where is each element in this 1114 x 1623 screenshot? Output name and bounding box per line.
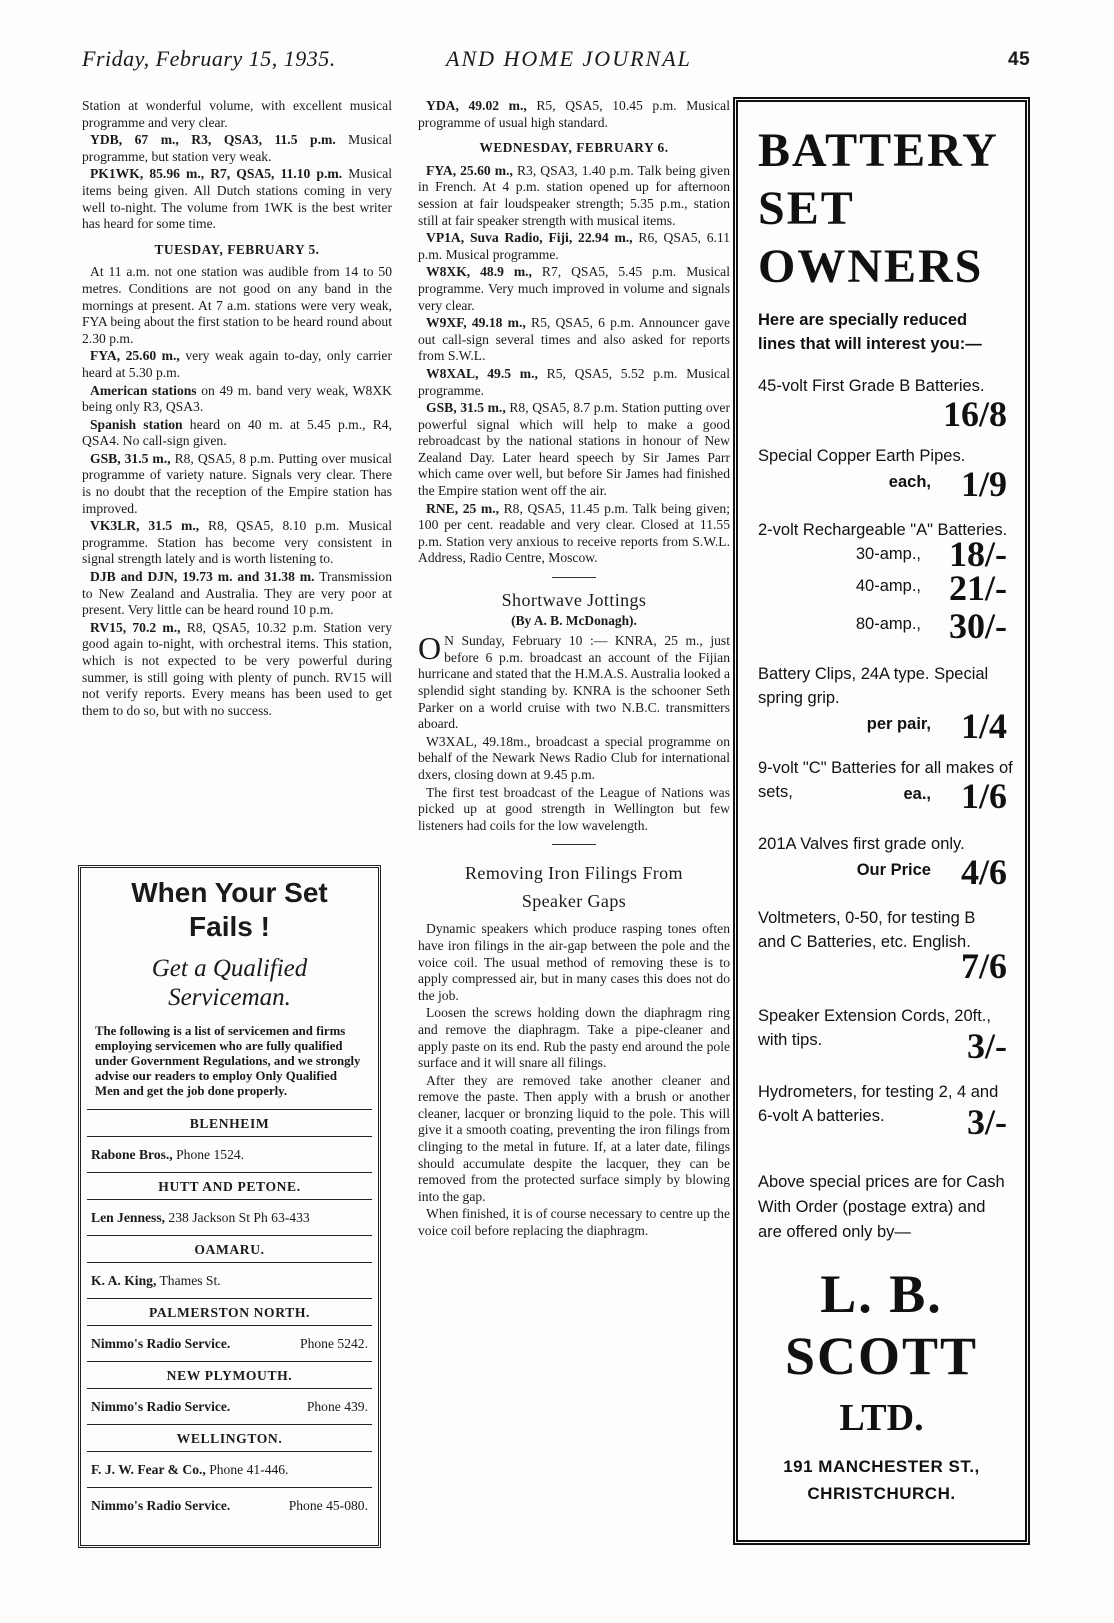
paragraph: RV15, 70.2 m., R8, QSA5, 10.32 p.m. Station very good again to-night, with orchestral items. This station, which is not expected to be very powerful during summer, is still going with plenty of punch. RV15 will not verify reports. Every means has been used to get them to do so, but with no success. xyxy=(82,619,393,718)
town-heading: WELLINGTON. xyxy=(87,1424,372,1452)
item-price: 18/- xyxy=(949,534,1007,574)
company-suffix: LTD. xyxy=(839,1397,924,1439)
battery-advert xyxy=(733,97,1030,1545)
paragraph: VP1A, Suva Radio, Fiji, 22.94 m., R6, QSA5, 6.11 p.m. Musical programme. xyxy=(418,230,730,262)
item-price: 4/6 xyxy=(960,852,1007,892)
town-heading: NEW PLYMOUTH. xyxy=(87,1361,372,1389)
paragraph: Loosen the screws holding down the diaphragm ring and remove the diaphragm. Take a pipe-cleaner and apply paste on its end. Rub the pasty end around the pole surface and it will snare all filings. xyxy=(418,1005,730,1071)
firm-listing: Nimmo's Radio Service. Phone 45-080. xyxy=(87,1487,372,1523)
paragraph: W8XK, 48.9 m., R7, QSA5, 5.45 p.m. Musical programme. Very much improved in volume and signals very clear. xyxy=(418,264,730,313)
item-price: 30/- xyxy=(949,606,1007,646)
paragraph: The first test broadcast of the League of Nations was picked up at good strength in Wellington but few listeners had coils for the low wavelength. xyxy=(418,784,730,833)
paragraph: PK1WK, 85.96 m., R7, QSA5, 11.10 p.m. Musical items being given. All Dutch stations coming in very well to-night. The volume from 1WK is the best writer has heard for some time. xyxy=(82,166,393,232)
paragraph: O N Sunday, February 10 :— KNRA, 25 m., just before 6 p.m. broadcast an account of the Fijian hurricane and stated that the H.M.A.S. Australia looked a splendid sight standing by. KNRA is the schooner Seth Parker on a world cruise with two N.B.C. transmitters aboard. xyxy=(418,630,730,732)
page-header xyxy=(0,46,1114,82)
firm-listing: Nimmo's Radio Service. Phone 439. xyxy=(91,1399,368,1414)
item-price: 21/- xyxy=(949,568,1007,608)
firm-listing: F. J. W. Fear & Co., Phone 41-446. xyxy=(91,1462,289,1477)
header-date: Friday, February 15, 1935. xyxy=(82,46,336,71)
firm-listing: Len Jenness, 238 Jackson St Ph 63-433 xyxy=(91,1210,310,1225)
paragraph: At 11 a.m. not one station was audible from 14 to 50 metres. Conditions are not good on any band in the mornings at present. At 7 a.m. stations were very weak, FYA being about the first station to be heard round about 2.30 p.m. xyxy=(82,264,392,346)
item-price: 1/9 xyxy=(960,464,1007,504)
drop-cap: O xyxy=(418,630,442,667)
paragraph: FYA, 25.60 m., very weak again to-day, only carrier heard at 5.30 p.m. xyxy=(82,348,392,380)
advert-item: 201A Valves first grade only. Our Price 4/6 xyxy=(758,835,1007,892)
paragraph: DJB and DJN, 19.73 m. and 31.38 m. Transmission to New Zealand and Australia. They are very poor at present. Very little can be heard round 10 p.m. xyxy=(82,569,392,618)
serviceman-advert xyxy=(78,865,381,1548)
header-journal: AND HOME JOURNAL xyxy=(446,46,692,71)
paragraph: American stations on 49 m. band very weak, W8XK being only R3, QSA3. xyxy=(82,382,392,415)
item-price: 3/- xyxy=(967,1026,1007,1066)
paragraph: Spanish station heard on 40 m. at 5.45 p.m., R4, QSA4. No call-sign given. xyxy=(82,416,393,449)
serviceman-intro: The following is a list of servicemen and firms employing servicemen who are fully qualified under Government Regulations, and we strongly advise our readers to employ Only Qualified Men and get the job done properly. xyxy=(95,1024,361,1098)
item-price: 3/- xyxy=(967,1102,1007,1142)
item-price: 1/6 xyxy=(960,776,1007,816)
company-address: 191 MANCHESTER ST., CHRISTCHURCH. xyxy=(783,1457,980,1503)
item-price: 16/8 xyxy=(942,394,1007,434)
serviceman-subheadline: Get a Qualified Serviceman. xyxy=(151,955,308,1011)
firm-listing: K. A. King, Thames St. xyxy=(91,1273,221,1288)
paragraph: YDA, 49.02 m., R5, QSA5, 10.45 p.m. Musical programme of usual high standard. xyxy=(418,98,730,130)
serviceman-headline: When Your Set Fails ! xyxy=(131,877,328,942)
paragraph: GSB, 31.5 m., R8, QSA5, 8.7 p.m. Station putting over powerful signal which will help to make a good rebroadcast by the national stations in honour of New Zealand Day. Later heard speech by Sir James Parr which came over well, but before Sir James had finished the Empire station went off the air. xyxy=(418,400,730,499)
day-heading: WEDNESDAY, FEBRUARY 6. xyxy=(479,140,669,156)
item-price: 1/4 xyxy=(960,706,1007,746)
column-left xyxy=(82,98,392,720)
advert-lead: Here are specially reduced lines that will interest you:— xyxy=(758,311,982,353)
divider xyxy=(552,577,596,578)
advert-item: 9-volt "C" Batteries for all makes of sets, ea., 1/6 xyxy=(758,759,1013,816)
paragraph: GSB, 31.5 m., R8, QSA5, 8 p.m. Putting over musical programme of variety nature. Signals very clear. There is no doubt that the reception of the Empire station has improved. xyxy=(82,450,392,516)
town-heading: BLENHEIM xyxy=(87,1109,372,1137)
advert-item: Special Copper Earth Pipes. each, 1/9 xyxy=(758,447,1007,504)
divider xyxy=(552,844,596,845)
paragraph: VK3LR, 31.5 m., R8, QSA5, 8.10 p.m. Musical programme. Station has become very consistent in signal strength lately and is worth listening to. xyxy=(82,518,392,567)
paragraph: Dynamic speakers which produce rasping tones often have iron filings in the air-gap between the pole and the voice coil. The usual method of removing these is to apply compressed air, but in many cases this does not do the job. xyxy=(418,921,730,1003)
town-heading: HUTT AND PETONE. xyxy=(87,1172,372,1200)
paragraph: W8XAL, 49.5 m., R5, QSA5, 5.52 p.m. Musical programme. xyxy=(418,365,730,398)
paragraph: Station at wonderful volume, with excellent musical programme and very clear. xyxy=(82,98,392,130)
paragraph: FYA, 25.60 m., R3, QSA3, 1.40 p.m. Talk being given in French. At 4 p.m. station opened up for afternoon session at fair loudspeaker strength; 5.35 p.m., station still at fair speaker strength with musical items. xyxy=(418,162,731,228)
town-heading: PALMERSTON NORTH. xyxy=(87,1298,372,1326)
paragraph: RNE, 25 m., R8, QSA5, 11.45 p.m. Talk being given; 100 per cent. readable and very clear. Closed at 11.55 p.m. Station very anxious to receive reports from S.W.L. Address, Radio Centre, Moscow. xyxy=(418,500,730,566)
section-title: Removing Iron Filings From Speaker Gaps xyxy=(465,863,683,912)
day-heading: TUESDAY, FEBRUARY 5. xyxy=(154,241,320,257)
town-heading: OAMARU. xyxy=(87,1235,372,1263)
advert-item: Voltmeters, 0-50, for testing B and C Batteries, etc. English. 7/6 xyxy=(758,909,1007,986)
item-price: 7/6 xyxy=(960,946,1007,986)
advert-item: 45-volt First Grade B Batteries. 16/8 xyxy=(758,377,1007,434)
advert-item: Hydrometers, for testing 2, 4 and 6-volt A batteries. 3/- xyxy=(758,1083,1007,1142)
paragraph: When finished, it is of course necessary to centre up the voice coil before replacing the diaphragm. xyxy=(418,1206,730,1239)
advert-item: 2-volt Rechargeable "A" Batteries. 30-amp., 18/- 40-amp., 21/- 80-amp., 30/- xyxy=(758,521,1008,646)
company-name: L. B. SCOTT xyxy=(784,1264,979,1386)
column-middle xyxy=(418,98,730,1241)
firm-listing: Nimmo's Radio Service. Phone 5242. xyxy=(91,1336,368,1351)
paragraph: After they are removed take another cleaner and remove the paste. Then apply with a brush or another cleaner, lacquer or bronzing liquid to the pole. This will give it a smooth coating, preventing the iron filings from clinging to the metal in future. If, at a later date, filings should accumulate despite the lacquer, they can be removed from the protected surface simply by blowing into the gap. xyxy=(418,1072,730,1204)
page-number: 45 xyxy=(1008,49,1031,70)
paragraph: W3XAL, 49.18m., broadcast a special programme on behalf of the Newark News Radio Club for international dxers, closing down at 9.45 p.m. xyxy=(418,733,730,782)
advert-footer-text: Above special prices are for Cash With Order (postage extra) and are offered only by— xyxy=(758,1173,1005,1241)
advert-item: Battery Clips, 24A type. Special spring grip. per pair, 1/4 xyxy=(758,665,1007,746)
paragraph: W9XF, 49.18 m., R5, QSA5, 6 p.m. Announcer gave out call-sign several times and also asked for reports from S.W.L. xyxy=(418,315,730,364)
paragraph: YDB, 67 m., R3, QSA3, 11.5 p.m. Musical programme, but station very weak. xyxy=(82,132,392,164)
advert-title: BATTERY SET OWNERS xyxy=(758,124,999,293)
section-title: Shortwave Jottings xyxy=(501,590,647,611)
advert-item: Speaker Extension Cords, 20ft., with tips. 3/- xyxy=(758,1007,1007,1066)
firm-listing: Rabone Bros., Phone 1524. xyxy=(91,1147,245,1162)
byline: (By A. B. McDonagh). xyxy=(511,612,637,628)
